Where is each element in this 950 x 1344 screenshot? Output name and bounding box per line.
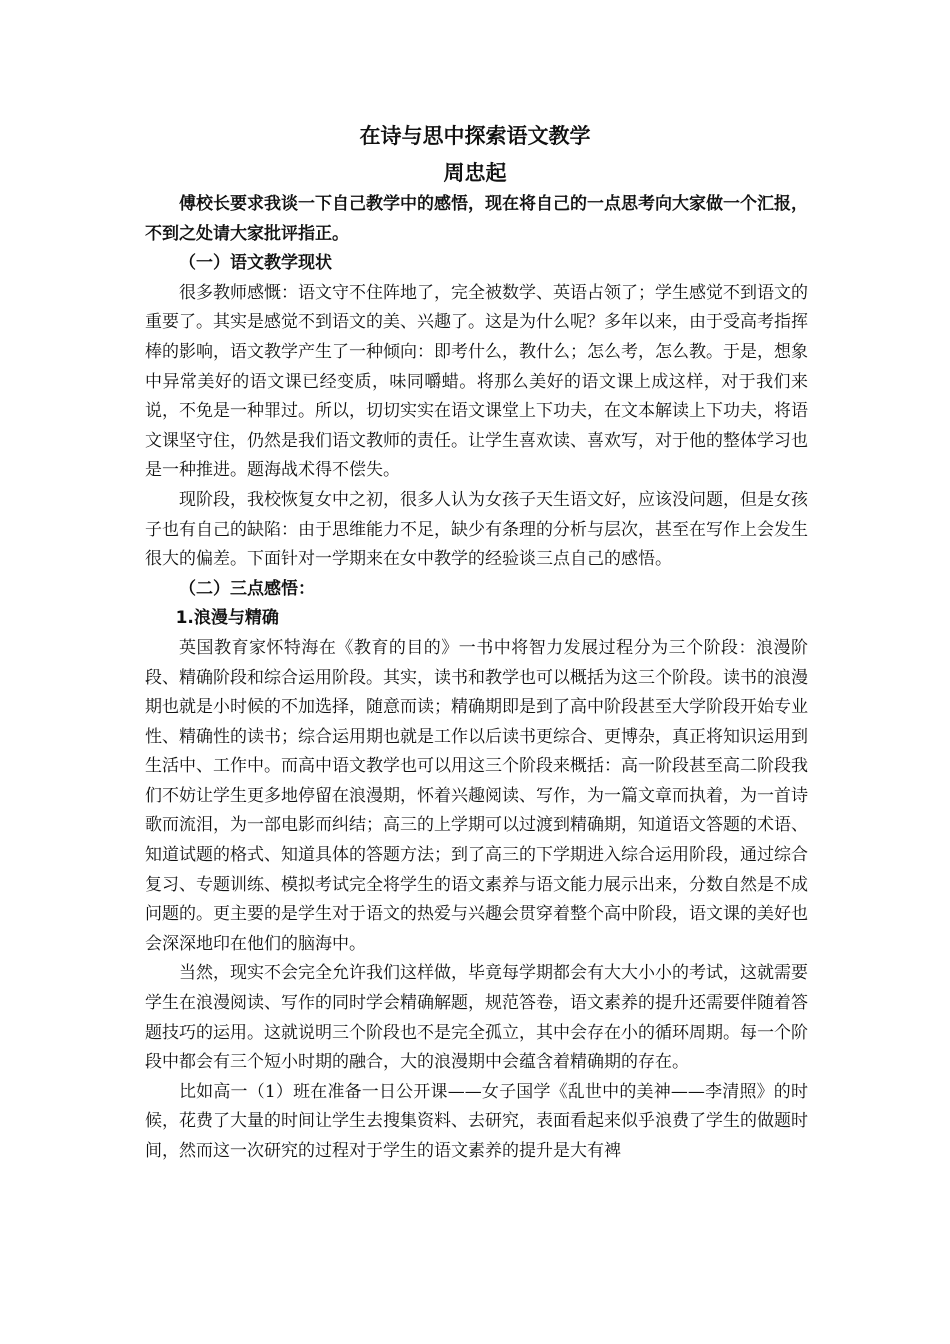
section-1-heading: （一）语文教学现状: [179, 253, 332, 274]
section-2-paragraph: 当然，现实不会完全允许我们这样做，毕竟每学期都会有大大小小的考试，这就需要学生在浪漫阅读、写作的同时学会精确解题，规范答卷，语文素养的提升还需要伴随着答题技巧的运用。这就说明三个阶段也不是完全孤立，其中会存在小的循环周期。每一个阶段中都会有三个短小时期的融合，大的浪漫期中会蕴含着精确期的存在。: [145, 963, 808, 1073]
section-1-paragraph: 现阶段，我校恢复女中之初，很多人认为女孩子天生语文好，应该没问题，但是女孩子也有自己的缺陷：由于思维能力不足，缺少有条理的分析与层次，甚至在写作上会发生很大的偏差。下面针对一学期来在女中教学的经验谈三点自己的感悟。: [145, 489, 808, 570]
section-2-paragraph: 比如高一（1）班在准备一日公开课——女子国学《乱世中的美神——李清照》的时候，花费了大量的时间让学生去搜集资料、去研究，表面看起来似乎浪费了学生的做题时间，然而这一次研究的过程对于学生的语文素养的提升是大有裨: [145, 1081, 808, 1161]
document-title: 在诗与思中探索语文教学: [359, 124, 591, 148]
document-author: 周忠起: [443, 161, 507, 185]
section-2-paragraph: 英国教育家怀特海在《教育的目的》一书中将智力发展过程分为三个阶段：浪漫阶段、精确阶段和综合运用阶段。其实，读书和教学也可以概括为这三个阶段。读书的浪漫期也就是小时候的不加选择，随意而读；精确期即是到了高中阶段甚至大学阶段开始专业性、精确性的读书；综合运用期也就是工作以后读书更综合、更博杂，真正将知识运用到生活中、工作中。而高中语文教学也可以用这三个阶段来概括：高一阶段甚至高二阶段我们不妨让学生更多地停留在浪漫期，怀着兴趣阅读、写作，为一篇文章而执着，为一首诗歌而流泪，为一部电影而纠结；高三的上学期可以过渡到精确期，知道语文答题的术语、知道试题的格式、知道具体的答题方法；到了高三的下学期进入综合运用阶段，通过综合复习、专题训练、模拟考试完全将学生的语文素养与语文能力展示出来，分数自然是不成问题的。更主要的是学生对于语文的热爱与兴趣会贯穿着整个高中阶段，语文课的美好也会深深地印在他们的脑海中。: [145, 637, 808, 954]
intro-paragraph: 傅校长要求我谈一下自己教学中的感悟，现在将自己的一点思考向大家做一个汇报，不到之处请大家批评指正。: [145, 194, 808, 244]
section-1-paragraph: 很多教师感慨：语文守不住阵地了，完全被数学、英语占领了；学生感觉不到语文的重要了。其实是感觉不到语文的美、兴趣了。这是为什么呢？多年以来，由于受高考指挥棒的影响，语文教学产生了一种倾向：即考什么，教什么；怎么考，怎么教。于是，想象中异常美好的语文课已经变质，味同嚼蜡。将那么美好的语文课上成这样，对于我们来说，不免是一种罪过。所以，切切实实在语文课堂上下功夫，在文本解读上下功夫，将语文课坚守住，仍然是我们语文教师的责任。让学生喜欢读、喜欢写，对于他的整体学习也是一种推进。题海战术得不偿失。: [145, 282, 808, 481]
document-body: [145, 190, 808, 1167]
section-2-heading: （二）三点感悟：: [179, 578, 315, 599]
section-2-subheading: 1.浪漫与精确: [175, 608, 279, 629]
